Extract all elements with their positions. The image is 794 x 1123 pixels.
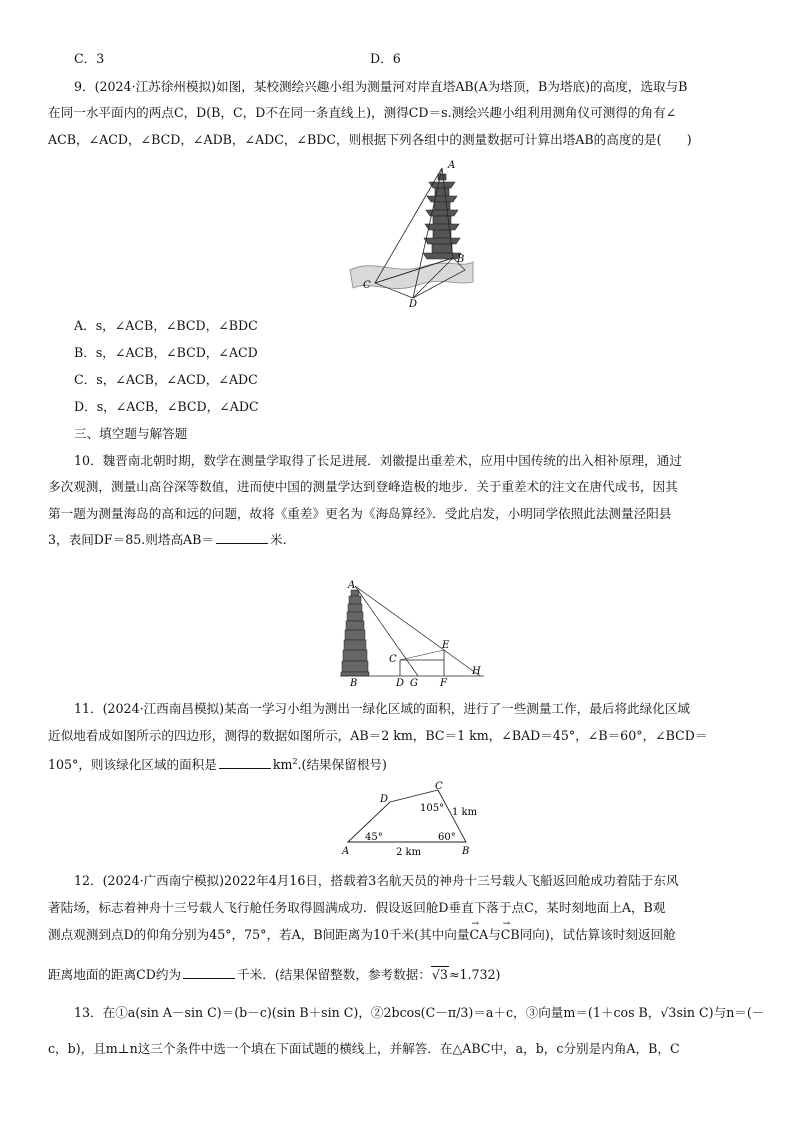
q12-line-3-end: 同向)，试估算该时刻返回舱 xyxy=(519,927,676,942)
q12-line-3-text: 测点观测到点D的仰角分别为45°，75°，若A，B间距离为10千米(其中向量 xyxy=(48,927,470,942)
q12-line-4-note: 千米．(结果保留整数，参考数据： xyxy=(237,967,431,982)
fig3-label-c: C xyxy=(435,781,443,792)
q9-line-2: 在同一水平面内的两点C，D(B，C，D不在同一条直线上)，测得CD＝s.测绘兴趣小组利用测角仪可测得的角有∠ xyxy=(48,105,677,120)
fig2-label-b: B xyxy=(350,678,358,686)
fig3-label-b: B xyxy=(462,846,470,857)
option-a-q9: A．s，∠ACB，∠BCD，∠BDC xyxy=(74,318,258,333)
option-c-q8: C．3 xyxy=(74,51,105,66)
q10-line-4-unit: 米. xyxy=(269,532,287,547)
option-c-q9: C．s，∠ACB，∠ACD，∠ADC xyxy=(74,372,258,387)
q11-line-3-text: 105°，则该绿化区域的面积是 xyxy=(48,757,217,773)
angle-a-label: 45° xyxy=(365,832,383,843)
section-heading: 三、填空题与解答题 xyxy=(74,426,188,441)
line-a-h xyxy=(355,586,480,676)
pagoda-measurement-figure xyxy=(340,580,490,686)
label-c: C xyxy=(363,280,371,291)
vector-ca: → CA xyxy=(469,926,488,944)
pagoda-icon xyxy=(423,174,461,259)
q13-line-1: 13．在①a(sin A－sin C)＝(b－c)(sin B＋sin C)，②2bcos(C－π/3)＝a＋c，③向量m＝(1＋cos B，√3sin C)与n＝(－ xyxy=(74,1005,765,1020)
pagoda-river-figure xyxy=(345,158,475,308)
answer-blank xyxy=(219,756,271,769)
q9-line-3: ACB，∠ACD，∠BCD，∠ADB，∠ADC，∠BDC，则根据下列各组中的测量数据可计算出塔AB的高度的是( ) xyxy=(48,132,692,147)
q13-line-2: c，b)，且m⊥n这三个条件中选一个填在下面试题的横线上，并解答．在△ABC中，a，b，c分别是内角A，B，C xyxy=(48,1041,680,1056)
pagoda-silhouette-icon xyxy=(341,590,369,676)
angle-c-label: 105° xyxy=(420,803,445,814)
fig2-label-g: G xyxy=(410,678,418,686)
q12-line-3-joiner: 与 xyxy=(488,927,501,942)
answer-blank xyxy=(216,531,268,544)
q12-line-4 xyxy=(48,966,748,984)
q10-line-3: 第一题为测量海岛的高和远的问题，故将《重差》更名为《海岛算经》．受此启发，小明同学依照此法测量泾阳县 xyxy=(48,506,672,521)
q12-line-2: 著陆场，标志着神舟十三号载人飞行舱任务取得圆满成功．假设返回舱D垂直下落于点C，某时刻地面上A，B观 xyxy=(48,900,666,915)
q11-line-3-unit: km xyxy=(272,757,293,773)
label-a: A xyxy=(448,160,456,171)
side-bc-label: 1 km xyxy=(452,807,478,818)
fig2-label-a: A xyxy=(348,580,356,591)
fig3-label-d: D xyxy=(380,794,389,805)
q11-line-1: 11．(2024·江西南昌模拟)某高一学习小组为测出一绿化区域的面积，进行了一些测量工作，最后将此绿化区域 xyxy=(74,701,691,716)
q11-line-3-note: .(结果保留根号) xyxy=(297,757,387,773)
q11-line-2: 近似地看成如图所示的四边形，测得的数据如图所示，AB＝2 km，BC＝1 km，∠BAD＝45°，∠B＝60°，∠BCD＝ xyxy=(48,728,708,743)
label-d: D xyxy=(409,299,418,308)
q12-line-1: 12．(2024·广西南宁模拟)2022年4月16日，搭载着3名航天员的神舟十三号载人飞船返回舱成功着陆于东风 xyxy=(74,873,679,888)
q10-line-2: 多次观测，测量山高谷深等数值，进而使中国的测量学达到登峰造极的地步．关于重差术的注文在唐代成书，因其 xyxy=(48,479,678,494)
vector-cb: → CB xyxy=(501,926,520,944)
label-b: B xyxy=(457,254,465,265)
q12-line-4-end: ≈1.732) xyxy=(448,967,501,982)
line-helper xyxy=(400,650,444,660)
answer-blank xyxy=(183,966,235,979)
fig2-label-h: H xyxy=(472,666,481,677)
q12-line-3 xyxy=(48,926,748,944)
option-b-q9: B．s，∠ACB，∠BCD，∠ACD xyxy=(74,345,258,360)
fig2-label-c: C xyxy=(389,654,397,665)
fig2-label-f: F xyxy=(440,678,447,686)
q10-line-1: 10．魏晋南北朝时期，数学在测量学取得了长足进展．刘徽提出重差术，应用中国传统的出入相补原理，通过 xyxy=(74,453,682,468)
side-ab-label: 2 km xyxy=(396,847,422,858)
sqrt-three: √3 xyxy=(431,967,448,982)
q12-line-4-text: 距离地面的距离CD约为 xyxy=(48,967,182,982)
fig2-label-e: E xyxy=(442,640,450,651)
q9-line-1: 9．(2024·江苏徐州模拟)如图，某校测绘兴趣小组为测量河对岸直塔AB(A为塔顶，B为塔底)的高度，选取与B xyxy=(74,79,688,94)
angle-b-label: 60° xyxy=(438,832,456,843)
fig2-label-d: D xyxy=(396,678,405,686)
q11-line-3 xyxy=(48,753,748,774)
q11-superscript: 2 xyxy=(292,757,298,766)
fig3-label-a: A xyxy=(342,846,350,857)
option-d-q8: D．6 xyxy=(370,51,401,66)
option-d-q9: D．s，∠ACB，∠BCD，∠ADC xyxy=(74,399,259,414)
q10-line-4-text: 3，表间DF＝85.则塔高AB＝ xyxy=(48,532,214,547)
q10-line-4 xyxy=(48,531,748,549)
quadrilateral-figure xyxy=(340,778,485,860)
